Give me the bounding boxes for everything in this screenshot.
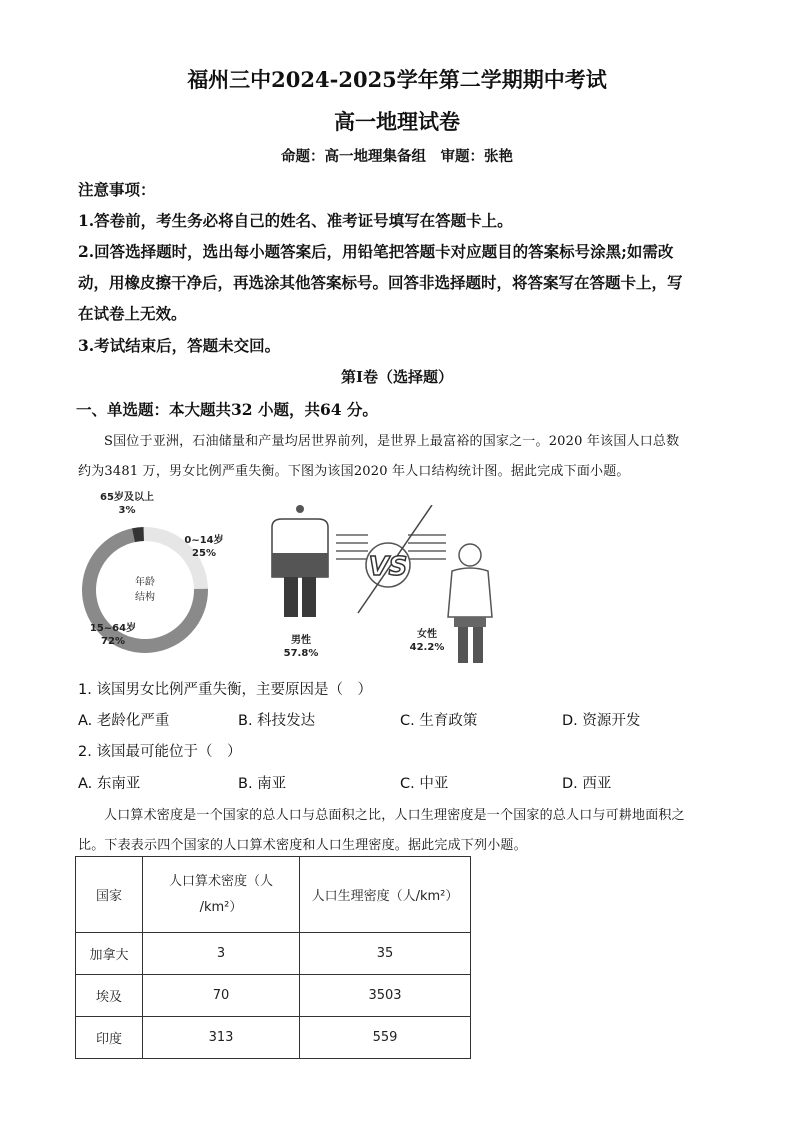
table-header-cell	[143, 857, 300, 933]
slice-category: 65岁及以上	[100, 492, 154, 503]
slice-label-15-64	[84, 622, 142, 648]
male-figure-icon	[272, 505, 328, 617]
passage-line: S国位于亚洲，石油储量和产量均居世界前列，是世界上最富裕的国家之一。2020 年该国人口总数	[104, 434, 680, 449]
female-label	[402, 628, 452, 654]
donut-center-label: 结构	[135, 592, 155, 603]
question-stem: 1. 该国男女比例严重失衡，主要原因是（ ）	[78, 682, 372, 698]
question-option: D. 资源开发	[562, 713, 641, 729]
question-option: C. 生育政策	[400, 713, 478, 729]
gender-value: 57.8%	[283, 648, 319, 659]
section-heading: 一、单选题：本大题共32 小题，共64 分。	[76, 400, 378, 419]
vs-text: VS	[368, 552, 408, 582]
slice-category: 0~14岁	[184, 535, 224, 546]
passage-line: 约为3481 万，男女比例严重失衡。下图为该国2020 年人口结构统计图。据此完成下面小题。	[78, 464, 630, 479]
density-table	[75, 856, 471, 1059]
notes-line: 1.答卷前，考生务必将自己的姓名、准考证号填写在答题卡上。	[78, 211, 513, 230]
table-header-row	[76, 857, 471, 933]
table-cell: 3	[143, 933, 300, 975]
notes-line: 在试卷上无效。	[78, 304, 187, 323]
slice-category: 15~64岁	[89, 623, 137, 634]
question-option: A. 东南亚	[78, 776, 141, 792]
vs-icon	[336, 505, 446, 613]
table-cell: 35	[300, 933, 471, 975]
question-option: C. 中亚	[400, 776, 449, 792]
passage-line: 比。下表表示四个国家的人口算术密度和人口生理密度。据此完成下列小题。	[78, 838, 527, 853]
header-text: 人口算术密度（人	[168, 873, 273, 889]
table-cell: 埃及	[76, 975, 143, 1017]
notes-line: 动，用橡皮擦干净后，再选涂其他答案标号。回答非选择题时，将答案写在答题卡上，写	[78, 273, 683, 292]
gender-value: 42.2%	[409, 642, 445, 653]
male-label	[276, 634, 326, 660]
slice-label-0-14	[178, 534, 230, 560]
notes-line: 2.回答选择题时，选出每小题答案后，用铅笔把答题卡对应题目的答案标号涂黑;如需改	[78, 242, 674, 261]
gender-category: 女性	[417, 629, 437, 640]
table-cell: 313	[143, 1017, 300, 1059]
table-row	[76, 975, 471, 1017]
table-row	[76, 1017, 471, 1059]
exam-title: 福州三中2024-2025学年第二学期期中考试	[187, 67, 607, 92]
table-cell: 70	[143, 975, 300, 1017]
part-title: 第Ⅰ卷（选择题）	[340, 368, 454, 386]
exam-subtitle: 高一地理试卷	[334, 109, 460, 134]
table-row	[76, 933, 471, 975]
donut-center-label: 年龄	[135, 577, 155, 588]
female-figure-icon	[448, 544, 492, 663]
exam-authors: 命题：高一地理集备组 审题：张艳	[281, 148, 513, 165]
header-text: /km²）	[199, 899, 243, 915]
table-cell: 印度	[76, 1017, 143, 1059]
passage-line: 人口算术密度是一个国家的总人口与总面积之比，人口生理密度是一个国家的总人口与可耕地面积之	[104, 808, 685, 823]
table-header-cell: 国家	[76, 857, 143, 933]
table-cell: 加拿大	[76, 933, 143, 975]
question-option: B. 南亚	[238, 776, 287, 792]
slice-value: 72%	[101, 636, 125, 647]
question-option: B. 科技发达	[238, 713, 316, 729]
slice-value: 25%	[192, 548, 216, 559]
table-cell: 559	[300, 1017, 471, 1059]
question-stem: 2. 该国最可能位于（ ）	[78, 744, 242, 760]
question-option: D. 西亚	[562, 776, 612, 792]
table-header-cell: 人口生理密度（人/km²）	[300, 857, 471, 933]
question-option: A. 老龄化严重	[78, 713, 170, 729]
slice-value: 3%	[118, 505, 136, 516]
notes-heading: 注意事项：	[78, 180, 156, 199]
slice-label-65plus	[92, 491, 162, 517]
notes-line: 3.考试结束后，答题未交回。	[78, 336, 281, 355]
gender-category: 男性	[291, 635, 311, 646]
table-cell: 3503	[300, 975, 471, 1017]
